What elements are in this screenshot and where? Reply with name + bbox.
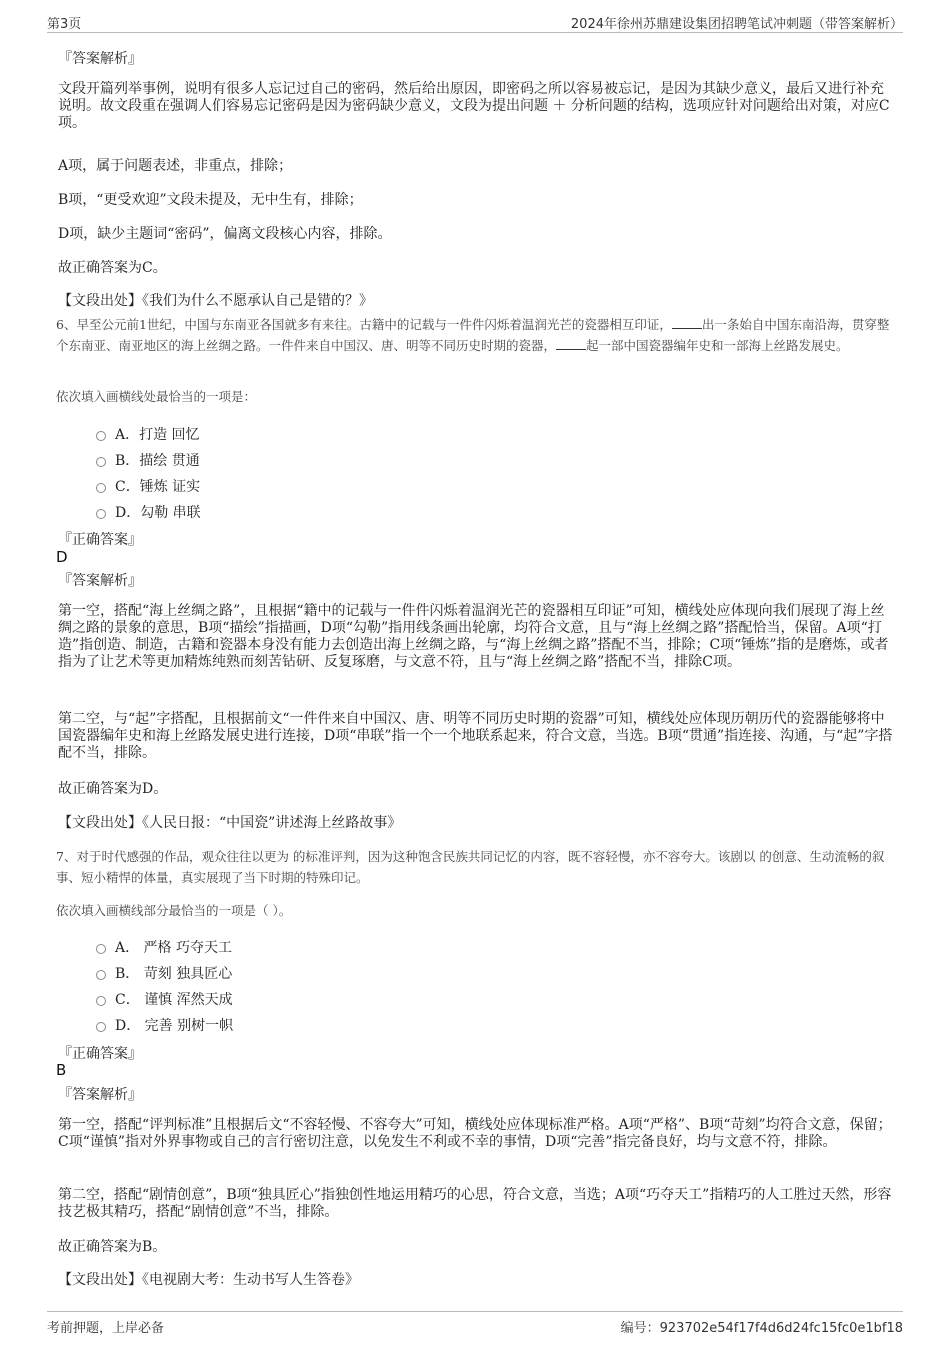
page-header	[47, 10, 903, 33]
q6-analysis-label: 『答案解析』	[58, 573, 142, 589]
q5-conclusion: 故正确答案为C。	[58, 260, 167, 276]
radio-icon[interactable]	[96, 996, 106, 1006]
q5-analysis-p3: B项，“更受欢迎”文段未提及，无中生有，排除；	[58, 192, 363, 208]
q5-analysis-p1: 文段开篇列举事例，说明有很多人忘记过自己的密码，然后给出原因，即密码之所以容易被忘记，是因为其缺少意义，最后又进行补充说明。故文段重在强调人们容易忘记密码是因为密码缺少意义，文段为提出问题 ＋ 分析问题的结构，选项应针对问题给出对策，对应C项。	[58, 81, 890, 131]
q5-analysis-label: 『答案解析』	[58, 51, 142, 67]
q6-answer: D	[56, 548, 68, 566]
footer-slogan: 考前押题，上岸必备	[47, 1321, 165, 1336]
q6-stem-part-1: 6、早至公元前1世纪，中国与东南亚各国就多有来往。古籍中的记载与一件件闪烁着温润光芒的瓷器相互印证，	[56, 317, 672, 332]
radio-icon[interactable]	[96, 1022, 106, 1032]
q6-stem-part-2: 出一条始自中国东南沿海，贯穿整个东南亚、南亚地区的海上丝绸之路。一件件来自中国汉、唐、明等不同历史时期的瓷器，	[56, 317, 890, 353]
q6-source: 【文段出处】《人民日报：“中国瓷”讲述海上丝路故事》	[58, 815, 402, 831]
q7-analysis-p2: 第二空，搭配“剧情创意”，B项“独具匠心”指独创性地运用精巧的心思，符合文意，当选；A项“巧夺天工”指精巧的人工胜过天然，形容技艺极其精巧，搭配“剧情创意”不当，排除。	[58, 1187, 892, 1220]
radio-icon[interactable]	[96, 970, 106, 980]
q7-source: 【文段出处】《电视剧大考：生动书写人生答卷》	[58, 1272, 359, 1288]
radio-icon[interactable]	[96, 944, 106, 954]
q7-option-c[interactable]: C． 谨慎 浑然天成	[96, 989, 233, 1009]
blank-line	[672, 316, 702, 329]
q7-conclusion: 故正确答案为B。	[58, 1239, 167, 1255]
q6-option-b[interactable]: B．描绘 贯通	[96, 450, 200, 470]
page-number: 第3页	[47, 17, 82, 32]
q7-correct-label: 『正确答案』	[58, 1046, 142, 1062]
q7-analysis-p1: 第一空，搭配“评判标准”且根据后文“不容轻慢、不容夸大”可知，横线处应体现标准严格。A项“严格”、B项“苛刻”均符合文意，保留；C项“谨慎”指对外界事物或自己的言行密切注意，以免发生不利或不幸的事情，D项“完善”指完备良好，均与文意不符，排除。	[58, 1117, 892, 1150]
q7-prompt: 依次填入画横线部分最恰当的一项是（ ）。	[56, 903, 292, 918]
q5-analysis-p2: A项，属于问题表述，非重点，排除；	[58, 158, 293, 174]
q6-prompt: 依次填入画横线处最恰当的一项是：	[56, 389, 257, 404]
q6-option-d[interactable]: D．勾勒 串联	[96, 502, 201, 522]
q7-option-d[interactable]: D． 完善 别树一帜	[96, 1015, 233, 1035]
blank-line	[556, 337, 586, 350]
document-title: 2024年徐州苏鼎建设集团招聘笔试冲刺题（带答案解析）	[570, 17, 903, 32]
radio-icon[interactable]	[96, 509, 106, 519]
q5-source: 【文段出处】《我们为什么不愿承认自己是错的？》	[58, 293, 373, 309]
q5-analysis-p4: D项，缺少主题词“密码”，偏离文段核心内容，排除。	[58, 226, 392, 242]
radio-icon[interactable]	[96, 483, 106, 493]
q7-answer: B	[56, 1061, 67, 1079]
q6-stem-part-3: 起一部中国瓷器编年史和一部海上丝路发展史。	[586, 338, 849, 353]
page-footer	[47, 1311, 903, 1338]
q7-stem: 7、对于时代感强的作品，观众往往以更为 的标准评判，因为这种饱含民族共同记忆的内容，既不容轻慢，亦不容夸大。该剧以 的创意、生动流畅的叙事、短小精悍的体量，真实展现了当下时期的特殊印记。	[56, 849, 885, 885]
radio-icon[interactable]	[96, 431, 106, 441]
q6-correct-label: 『正确答案』	[58, 532, 142, 548]
q6-analysis-p1: 第一空，搭配“海上丝绸之路”，且根据“籍中的记载与一件件闪烁着温润光芒的瓷器相互印证”可知，横线处应体现向我们展现了海上丝绸之路的景象的意思，B项“描绘”指描画，D项“勾勒”指用线条画出轮廓，均符合文意，且与“海上丝绸之路”搭配恰当，保留。A项“打造”指创造、制造，古籍和瓷器本身没有能力去创造出海上丝绸之路，与“海上丝绸之路”搭配不当，排除；C项“锤炼”指的是磨炼，或者指为了让艺术等更加精炼纯熟而刻苦钻研、反复琢磨，与文意不符，且与“海上丝绸之路”搭配不当，排除C项。	[58, 603, 889, 670]
document-code: 编号：923702e54f17f4d6d24fc15fc0e1bf18	[620, 1321, 903, 1336]
q6-stem	[56, 314, 894, 356]
q6-analysis-p2: 第二空，与“起”字搭配，且根据前文“一件件来自中国汉、唐、明等不同历史时期的瓷器”可知，横线处应体现历朝历代的瓷器能够将中国瓷器编年史和海上丝路发展史进行连接，D项“串联”指一个一个地联系起来，符合文意，当选。B项“贯通”指连接、沟通，与“起”字搭配不当，排除。	[58, 711, 893, 761]
q6-conclusion: 故正确答案为D。	[58, 781, 168, 797]
q6-option-a[interactable]: A．打造 回忆	[96, 424, 200, 444]
q7-option-b[interactable]: B． 苛刻 独具匠心	[96, 963, 232, 983]
q7-analysis-label: 『答案解析』	[58, 1087, 142, 1103]
radio-icon[interactable]	[96, 457, 106, 467]
q6-option-c[interactable]: C．锤炼 证实	[96, 476, 200, 496]
q7-option-a[interactable]: A． 严格 巧夺天工	[96, 937, 232, 957]
